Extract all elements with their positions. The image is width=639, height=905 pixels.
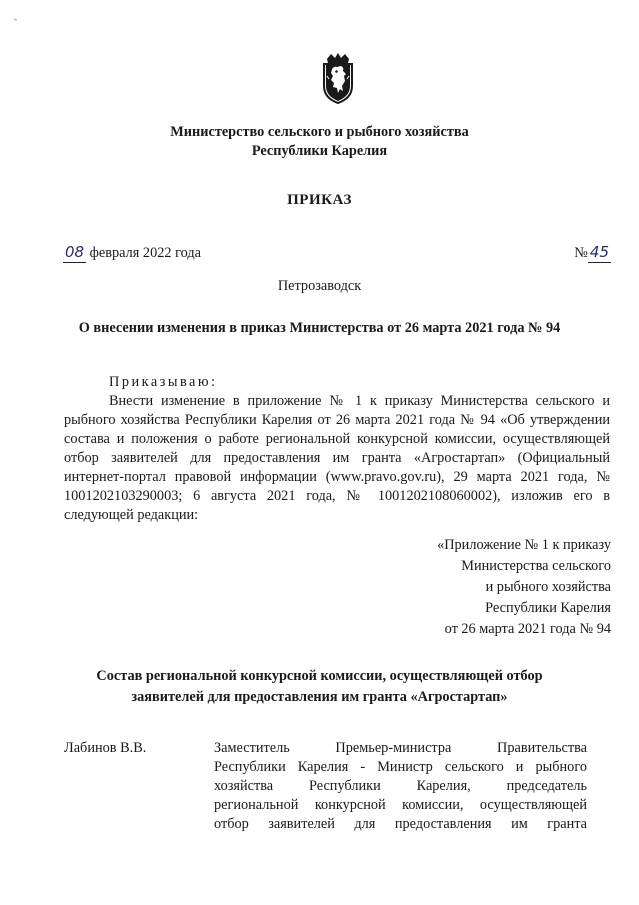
appendix-line-4: Республики Карелия — [485, 600, 611, 616]
appendix-line-1: «Приложение № 1 к приказу — [437, 537, 611, 553]
document-type: ПРИКАЗ — [287, 192, 352, 208]
composition-title-line-2: заявителей для предоставления им гранта «Агростартап» — [131, 689, 508, 705]
city: Петрозаводск — [277, 278, 362, 294]
org-line-2: Республики Карелия — [251, 143, 388, 159]
date-day-handwritten: 08 — [65, 243, 85, 261]
order-paragraph: Внести изменение в приложение № 1 к приказу Министерства сельского и рыбного хозяйства Республики Карелия от 26 марта 2021 года № 94 «Об утверждении состава и положения о работе региональной конкурсной комиссии, осуществляющей отбор заявителей для предоставления им гранта «Агростартап» (Официальный интернет-портал правовой информации (www.pravo.gov.ru), 29 марта 2021 года, № 1001202103290003; 6 августа 2021 года, № 1001202108060002), изложив его в следующей редакции: — [64, 393, 610, 523]
member-role-line: Заместитель Премьер-министра Правительства — [214, 740, 587, 756]
order-number — [574, 243, 611, 263]
org-line-1: Министерство сельского и рыбного хозяйства — [170, 124, 469, 140]
appendix-line-2: Министерства сельского — [461, 558, 611, 574]
composition-title-line-1: Состав региональной конкурсной комиссии, осуществляющей отбор — [96, 668, 543, 684]
member-role-line: Республики Карелия - Министр сельского и рыбного — [214, 759, 587, 775]
member-role-line: региональной конкурсной комиссии, осуществляющей — [214, 797, 587, 813]
member-name: Лабинов В.В. — [64, 740, 147, 756]
order-body — [64, 373, 610, 525]
date-rest: февраля 2022 года — [89, 245, 201, 261]
composition-title — [0, 666, 639, 708]
member-role-line: хозяйства Республики Карелия, председатель — [214, 778, 587, 794]
organization-name — [0, 123, 639, 161]
appendix-line-3: и рыбного хозяйства — [485, 579, 611, 595]
scan-mark: - — [14, 14, 17, 24]
appendix-header — [437, 535, 611, 640]
order-date — [63, 243, 201, 263]
appendix-line-5: от 26 марта 2021 года № 94 — [444, 621, 611, 637]
order-word: Приказываю: — [109, 374, 218, 390]
order-subject: О внесении изменения в приказ Министерства от 26 марта 2021 года № 94 — [78, 320, 561, 336]
number-prefix: № — [574, 245, 588, 261]
member-role-line: отбор заявителей для предоставления им гранта — [214, 816, 587, 832]
member-role — [214, 739, 587, 834]
number-handwritten: 45 — [589, 243, 609, 261]
karelia-coat-of-arms-icon — [319, 53, 357, 104]
